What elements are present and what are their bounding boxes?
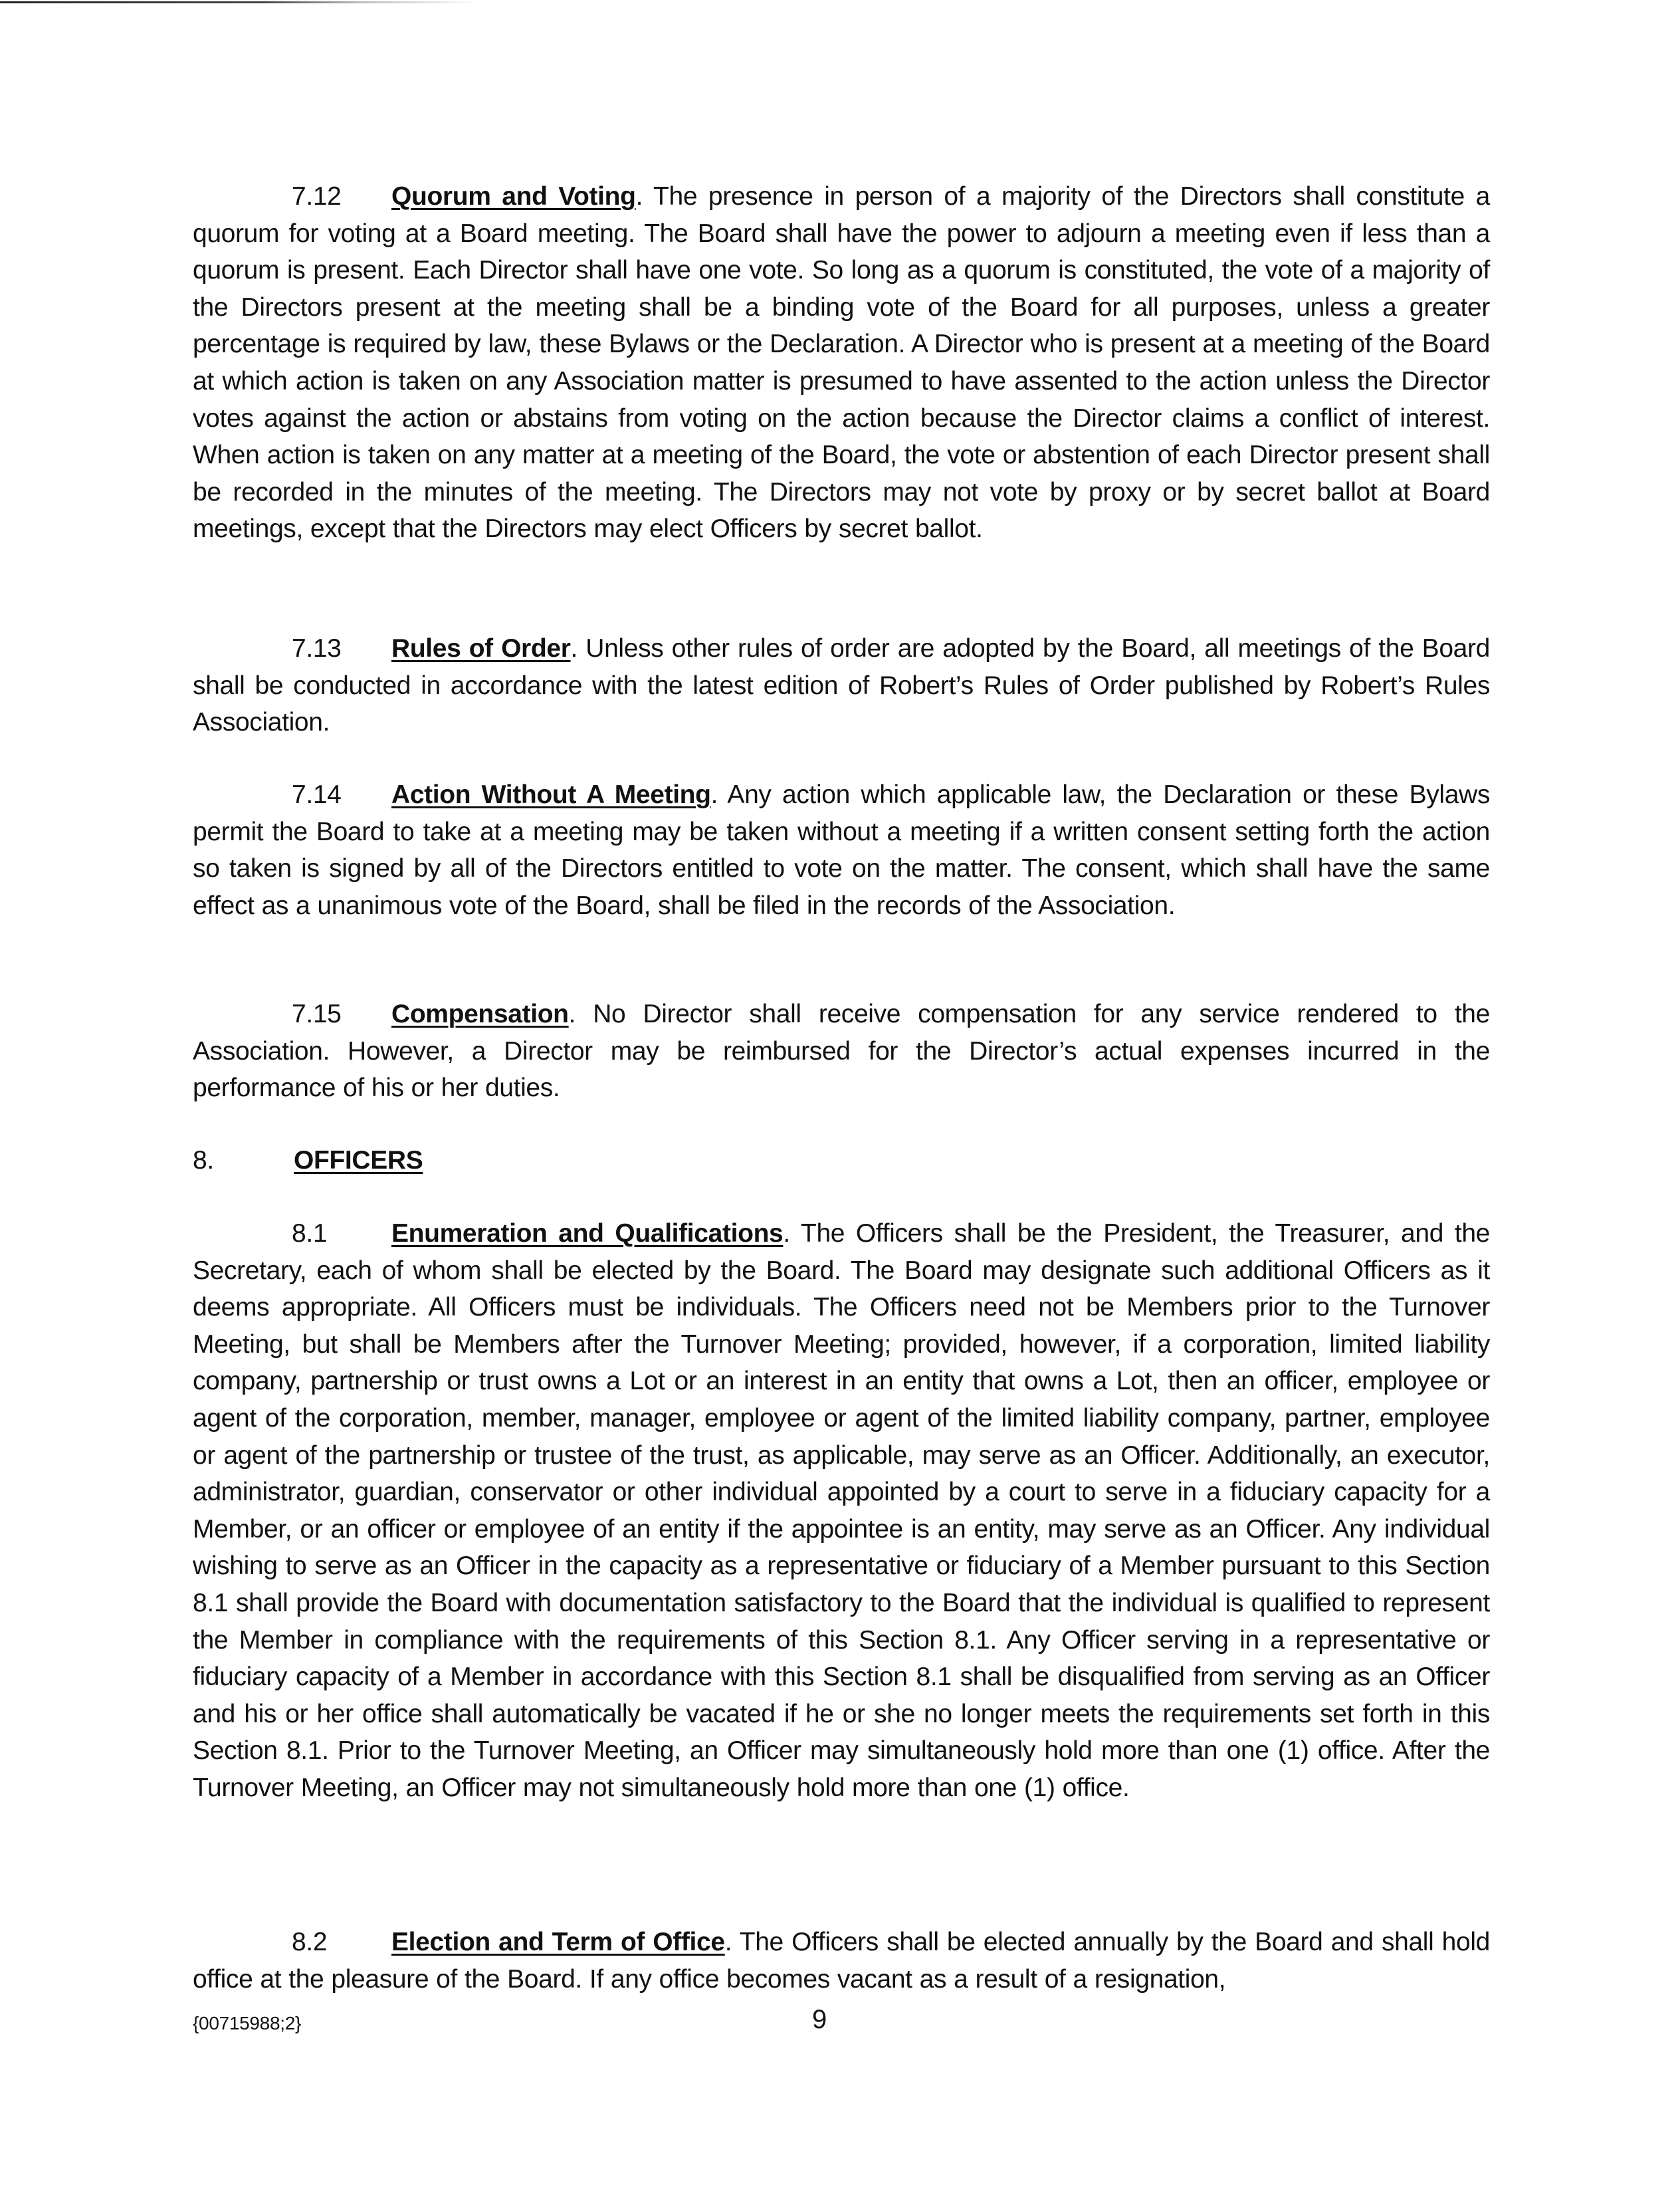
section-number: 7.12	[292, 182, 342, 211]
document-code: {00715988;2}	[193, 2013, 302, 2033]
section-body: . The Officers shall be elected annually by the Board and shall hold office at the pleasure of the Board. If any office becomes vacant as a result of a resignation,	[193, 1928, 1490, 1994]
section-number: 7.15	[292, 1000, 342, 1028]
section-8-1	[193, 1215, 1490, 1807]
section-heading: Quorum and Voting	[391, 182, 636, 211]
section-body: . The presence in person of a majority of the Directors shall constitute a quorum for voting at a Board meeting. The Board shall have the power to adjourn a meeting even if less than a quorum is present. Each Director shall have one vote. So long as a quorum is constituted, the vote of a majority of the Directors present at the meeting shall be a binding vote of the Board for all purposes, unless a greater percentage is required by law, these Bylaws or the Declaration. A Director who is present at a meeting of the Board at which action is taken on any Association matter is presumed to have assented to the action unless the Director votes against the action or abstains from voting on the action because the Director claims a conflict of interest. When action is taken on any matter at a meeting of the Board, the vote or abstention of each Director present shall be recorded in the minutes of the meeting. The Directors may not vote by proxy or by secret ballot at Board meetings, except that the Directors may elect Officers by secret ballot.	[193, 182, 1490, 544]
scan-artifact-line	[0, 1, 478, 3]
section-7-12	[193, 178, 1490, 548]
section-7-13	[193, 630, 1490, 741]
section-heading: Rules of Order	[391, 634, 571, 663]
section-number: 7.14	[292, 780, 342, 809]
section-number: 8.	[193, 1146, 214, 1175]
section-8-title	[193, 1142, 1490, 1179]
page-footer	[193, 2005, 1490, 2045]
section-body: . Unless other rules of order are adopted by the Board, all meetings of the Board shall be conducted in accordance with the latest edition of Robert’s Rules of Order published by Robert’s Rules Association.	[193, 634, 1490, 737]
section-8-2	[193, 1924, 1490, 1998]
section-number: 7.13	[292, 634, 342, 663]
section-7-15	[193, 996, 1490, 1107]
section-heading: Action Without A Meeting	[391, 780, 711, 809]
section-heading: OFFICERS	[294, 1146, 423, 1175]
section-heading: Compensation	[391, 1000, 569, 1028]
section-heading: Election and Term of Office	[391, 1928, 725, 1956]
section-number: 8.1	[292, 1219, 328, 1248]
section-heading: Enumeration and Qualifications	[391, 1219, 784, 1248]
section-body: . Any action which applicable law, the Declaration or these Bylaws permit the Board to take at a meeting may be taken without a meeting if a written consent setting forth the action so taken is signed by all of the Directors entitled to vote on the matter. The consent, which shall have the same effect as a unanimous vote of the Board, shall be filed in the records of the Association.	[193, 780, 1490, 920]
section-number: 8.2	[292, 1928, 328, 1956]
section-7-14	[193, 776, 1490, 924]
section-body: . The Officers shall be the President, the Treasurer, and the Secretary, each of whom shall be elected by the Board. The Board may designate such additional Officers as it deems appropriate. All Officers must be individuals. The Officers need not be Members prior to the Turnover Meeting, but shall be Members after the Turnover Meeting; provided, however, if a corporation, limited liability company, partnership or trust owns a Lot or an interest in an entity that owns a Lot, then an officer, employee or agent of the corporation, member, manager, employee or agent of the limited liability company, partner, employee or agent of the partnership or trustee of the trust, as applicable, may serve as an Officer. Additionally, an executor, administrator, guardian, conservator or other individual appointed by a court to serve in a fiduciary capacity for a Member, or an officer or employee of an entity if the appointee is an entity, may serve as an Officer. Any individual wishing to serve as an Officer in the capacity as a representative or fiduciary of a Member pursuant to this Section 8.1 shall provide the Board with documentation satisfactory to the Board that the individual is qualified to represent the Member in compliance with the requirements of this Section 8.1. Any Officer serving in a representative or fiduciary capacity of a Member in accordance with this Section 8.1 shall be disqualified from serving as an Officer and his or her office shall automatically be vacated if he or she no longer meets the requirements set forth in this Section 8.1. Prior to the Turnover Meeting, an Officer may simultaneously hold more than one (1) office. After the Turnover Meeting, an Officer may not simultaneously hold more than one (1) office.	[193, 1219, 1490, 1802]
page-number: 9	[812, 2005, 827, 2034]
section-body: . No Director shall receive compensation for any service rendered to the Association. However, a Director may be reimbursed for the Director’s actual expenses incurred in the performance of his or her duties.	[193, 1000, 1490, 1103]
